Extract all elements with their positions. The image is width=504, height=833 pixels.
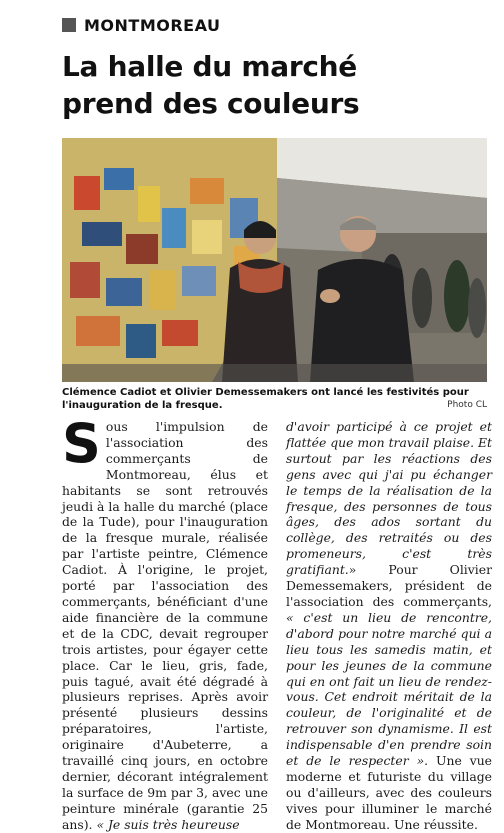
column-2-quote-president: « c'est un lieu de rencontre, d'abord pour notre marché qui a lieu tous les samedis matin, et pour les jeunes de la commune qui en ont fait un lieu de rendez-vous. Cet endroit méritait de la couleur, de l'originalité et de retrouver son dynamisme. Il est indispensable d'en prendre soin et de le respecter ». xyxy=(286,609,492,769)
headline xyxy=(62,48,482,122)
photo-mural-fresque-icon xyxy=(62,138,487,382)
column-1-text: ous l'impulsion de l'association des commerçants de Montmoreau, élus et habitants se sont retrouvés jeudi à la halle du marché (place de la Tude), pour l'inauguration de la fresque murale, réalisée par l'artiste peintre, Clémence Cadiot. À l'origine, le projet, porté par l'association des commerçants, bénéficiant d'une aide financière de la commune et de la CDC, devait regrouper trois artistes, pour égayer cette place. Car le lieu, gris, fade, puis tagué, avait été dégradé à plusieurs reprises. Après avoir présenté plusieurs dessins préparatoires, l'artiste, originaire d'Aubeterre, a travaillé cinq jours, en octobre dernier, décorant intégralement la surface de 9m par 3, avec une peinture minérale (garantie 25 ans). xyxy=(62,419,268,832)
article-photo xyxy=(62,138,487,382)
article-paragraph-2 xyxy=(286,419,492,833)
article-column-2 xyxy=(286,419,492,833)
article-column-1 xyxy=(62,412,268,833)
headline-line-1: La halle du marché xyxy=(62,50,357,83)
photo-credit: Photo CL xyxy=(447,400,487,410)
headline-line-2: prend des couleurs xyxy=(62,87,360,120)
article-paragraph-1 xyxy=(62,412,268,833)
section-marker-icon xyxy=(62,18,76,32)
column-1-quote: « Je suis très heureuse xyxy=(96,816,240,832)
drop-cap: S xyxy=(62,412,101,475)
section-label: MONTMOREAU xyxy=(84,15,221,35)
photo-caption: Clémence Cadiot et Olivier Demessemakers ont lancé les festivités pour l'inauguration de la fresque. xyxy=(62,387,469,411)
column-2-text-a: » Pour Olivier Demessemakers, président de l'association des commerçants, xyxy=(286,562,492,609)
column-2-quote-artist: d'avoir participé à ce projet et flattée que mon travail plaise. Et surtout par les réactions des gens avec qui j'ai pu échanger le temps de la réalisation de la fresque, des personnes de tous âges, des ados sortant du collège, des retraités ou des promeneurs, c'est très gratifiant. xyxy=(286,419,492,578)
section-header xyxy=(62,14,220,36)
column-2-text-b: Une vue moderne et futuriste du village ou d'ailleurs, avec des couleurs vives pour illuminer le marché de Montmoreau. Une réussite. xyxy=(286,753,493,832)
